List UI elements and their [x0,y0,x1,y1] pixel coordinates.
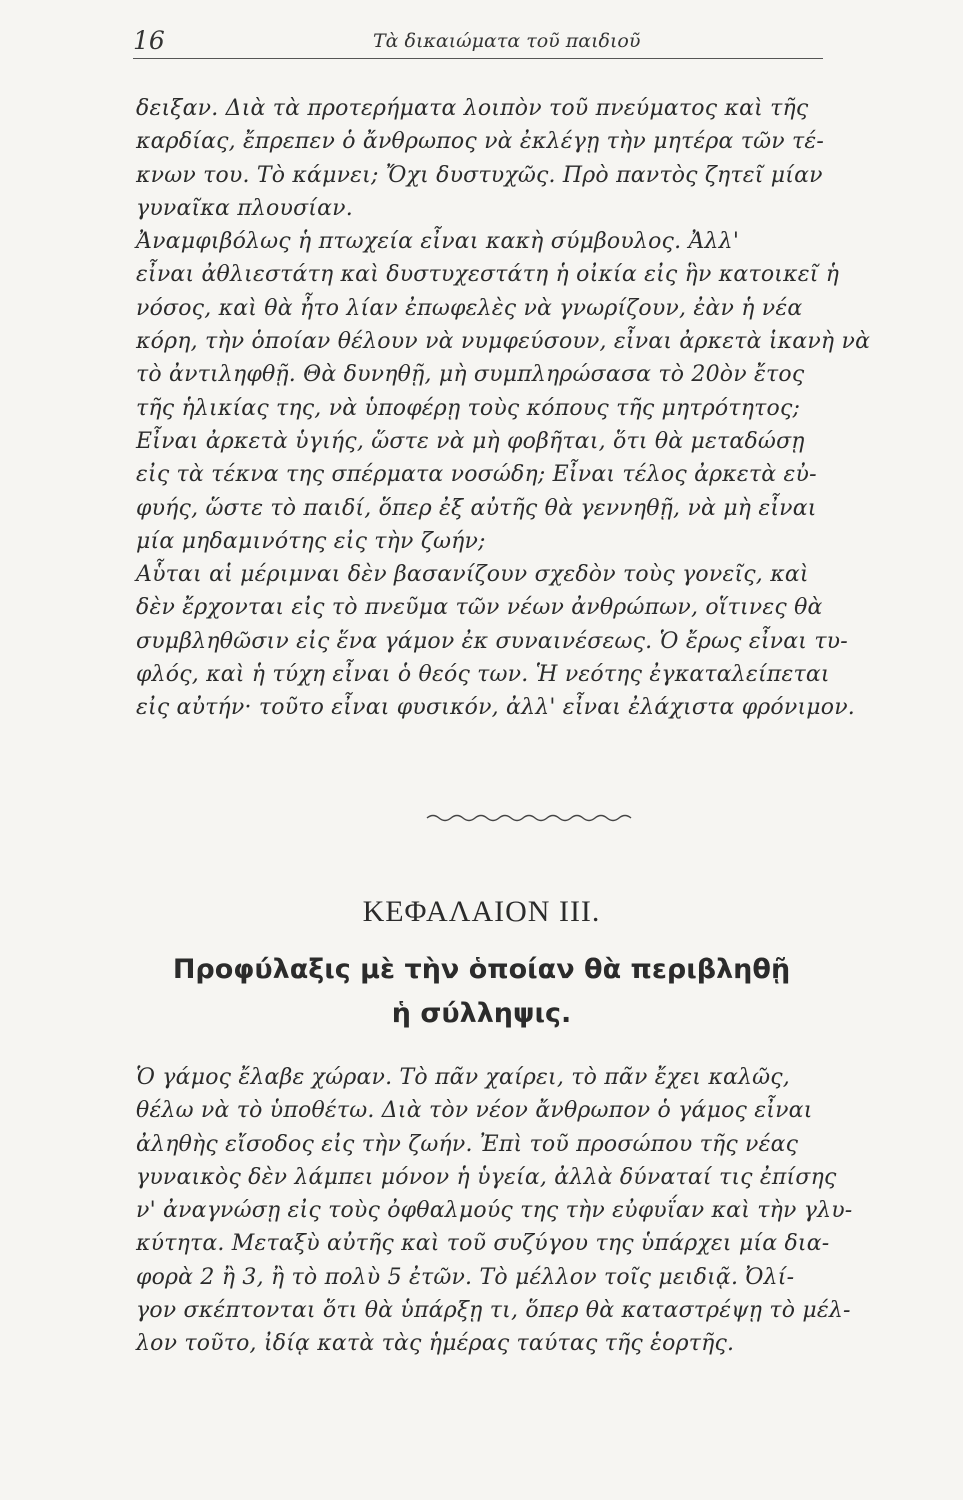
text-line: μία μηδαμινότης εἰς τὴν ζωήν; [136,528,486,554]
text-line: εἶναι ἀθλιεστάτη καὶ δυστυχεστάτη ἡ οἰκία εἰς ἣν κατοικεῖ ἡ [136,262,840,288]
text-line: κόρη, τὴν ὁποίαν θέλουν νὰ νυμφεύσουν, εἶναι ἀρκετὰ ἱκανὴ νὰ [136,329,871,355]
running-title: Τὰ δικαιώματα τοῦ παιδιοῦ [373,30,641,52]
text-line: θέλω νὰ τὸ ὑποθέτω. Διὰ τὸν νέον ἄνθρωπον ὁ γάμος εἶναι [136,1098,813,1124]
text-line: συμβληθῶσιν εἰς ἕνα γάμον ἐκ συναινέσεως. Ὁ ἔρως εἶναι τυ- [136,628,848,654]
text-line: καρδίας, ἔπρεπεν ὁ ἄνθρωπος νὰ ἐκλέγῃ τὴν μητέρα τῶν τέ- [136,129,825,155]
text-line: φλός, καὶ ἡ τύχη εἶναι ὁ θεός των. Ἡ νεότης ἐγκαταλείπεται [136,662,830,688]
text-block-bottom [136,1061,853,1361]
text-line: λον τοῦτο, ἰδίᾳ κατὰ τὰς ἡμέρας ταύτας τῆς ἑορτῆς. [136,1331,735,1357]
text-line: τῆς ἡλικίας της, νὰ ὑποφέρῃ τοὺς κόπους τῆς μητρότητος; [136,395,801,421]
text-line: εἰς τὰ τέκνα της σπέρματα νοσώδη; Εἶναι τέλος ἀρκετὰ εὐ- [136,462,817,488]
chapter-title [0,948,963,1036]
decorative-rule-icon [425,808,635,828]
chapter-title-line: ἡ σύλληψις. [391,998,572,1029]
text-line: τὸ ἀντιληφθῇ. Θὰ δυνηθῇ, μὴ συμπληρώσασα τὸ 20ὸν ἔτος [136,362,805,388]
text-line: νόσος, καὶ θὰ ἦτο λίαν ἐπωφελὲς νὰ γνωρίζουν, ἐὰν ἡ νέα [136,295,803,321]
text-line: ἀληθὴς εἴσοδος εἰς τὴν ζωήν. Ἐπὶ τοῦ προσώπου τῆς νέας [136,1131,799,1157]
text-line: δειξαν. Διὰ τὰ προτερήματα λοιπὸν τοῦ πνεύματος καὶ τῆς [136,96,809,121]
page-header [133,18,823,59]
chapter-heading: ΚΕΦΑΛΑΙΟΝ ΙΙΙ. [362,895,601,928]
page-number: 16 [133,26,165,55]
text-line: Εἶναι ἀρκετὰ ὑγιής, ὥστε νὰ μὴ φοβῆται, ὅτι θὰ μεταδώσῃ [136,428,805,454]
text-line: κνων του. Τὸ κάμνει; Ὄχι δυστυχῶς. Πρὸ παντὸς ζητεῖ μίαν [136,162,823,188]
text-block-top [136,92,871,725]
text-line: Ὁ γάμος ἔλαβε χώραν. Τὸ πᾶν χαίρει, τὸ πᾶν ἔχει καλῶς, [136,1065,790,1090]
text-line: κύτητα. Μεταξὺ αὐτῆς καὶ τοῦ συζύγου της ὑπάρχει μία δια- [136,1231,830,1257]
text-line: γον σκέπτονται ὅτι θὰ ὑπάρξῃ τι, ὅπερ θὰ καταστρέψῃ τὸ μέλ- [136,1298,851,1324]
text-line: Ἀναμφιβόλως ἡ πτωχεία εἶναι κακὴ σύμβουλος. Ἀλλ' [136,229,740,255]
chapter-title-line: Προφύλαξις μὲ τὴν ὁποίαν θὰ περιβληθῇ [172,954,791,985]
text-line: φορὰ 2 ἢ 3, ἢ τὸ πολὺ 5 ἐτῶν. Τὸ μέλλον τοῖς μειδιᾷ. Ὀλί- [136,1264,795,1290]
text-line: εἰς αὐτήν· τοῦτο εἶναι φυσικόν, ἀλλ' εἶναι ἐλάχιστα φρόνιμον. [136,695,855,721]
text-line: Αὗται αἱ μέριμναι δὲν βασανίζουν σχεδὸν τοὺς γονεῖς, καὶ [136,562,809,588]
text-line: γυναῖκα πλουσίαν. [136,195,353,221]
text-line: ν' ἀναγνώσῃ εἰς τοὺς ὀφθαλμούς της τὴν εὐφυΐαν καὶ τὴν γλυ- [136,1198,853,1224]
text-line: φυής, ὥστε τὸ παιδί, ὅπερ ἐξ αὐτῆς θὰ γεννηθῇ, νὰ μὴ εἶναι [136,495,817,521]
text-line: δὲν ἔρχονται εἰς τὸ πνεῦμα τῶν νέων ἀνθρώπων, οἵτινες θὰ [136,595,823,621]
text-line: γυναικὸς δὲν λάμπει μόνον ἡ ὑγεία, ἀλλὰ δύναταί τις ἐπίσης [136,1164,837,1190]
